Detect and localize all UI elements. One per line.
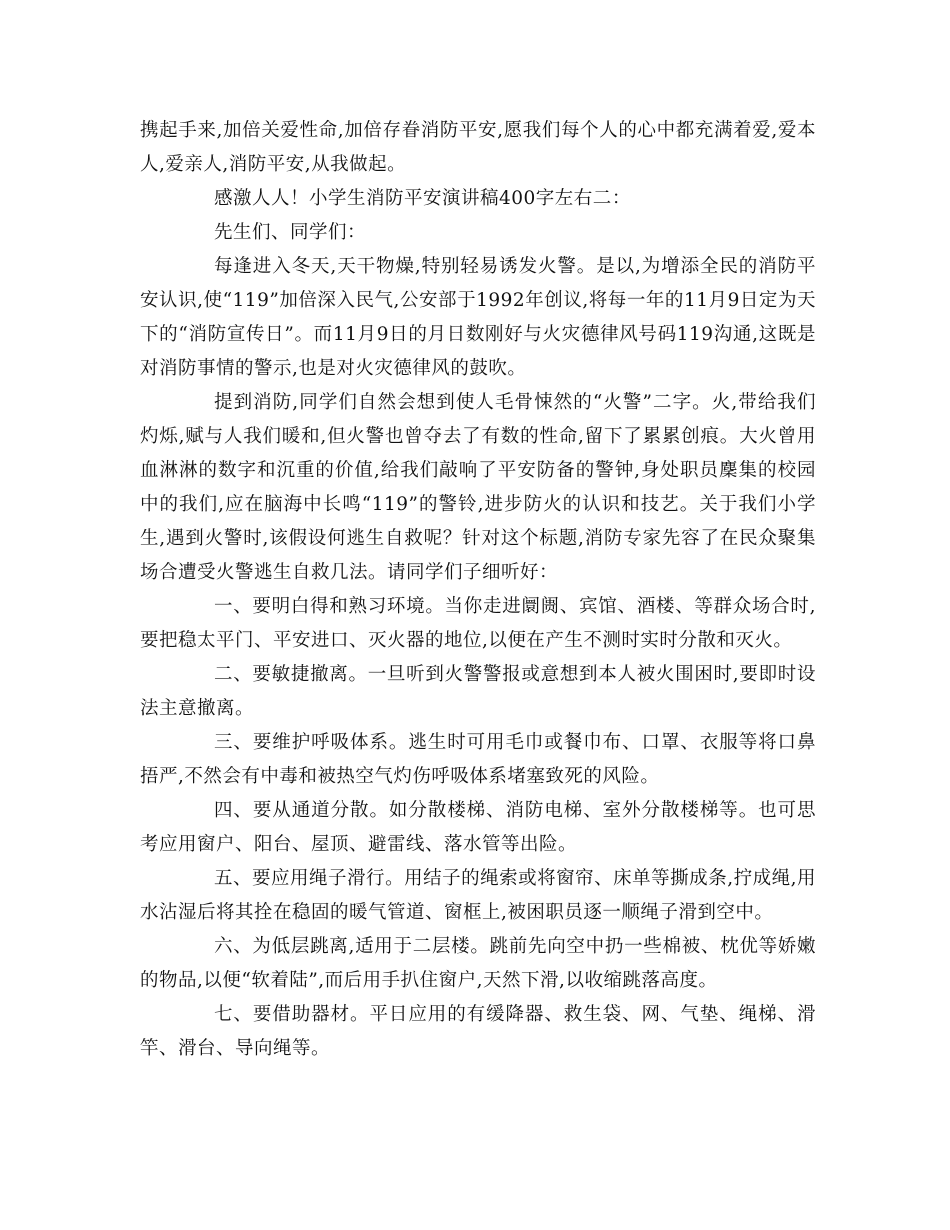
paragraph-tip-6: 六、为低层跳离,适用于二层楼。跳前先向空中扔一些棉被、枕优等娇嫩的物品,以便“软着陆”,而后用手扒住窗户,天然下滑,以收缩跳落高度。 [140, 936, 816, 991]
paragraph-speech-title: 感激人人！小学生消防平安演讲稿400字左右二： [214, 188, 631, 209]
paragraph-tip-7: 七、要借助器材。平日应用的有缓降器、救生袋、网、气垫、绳梯、滑竿、滑台、导向绳等。 [140, 1004, 816, 1059]
paragraph-fire-day: 每逢进入冬天,天干物燥,特别轻易诱发火警。是以,为增添全民的消防平安认识,使“119”加倍深入民气,公安部于1992年创议,将每一年的11月9日定为天下的“消防宣传日”。而11月9日的月日数刚好与火灾德律风号码119沟通,这既是对消防事情的警示,也是对火灾德律风的鼓吹。 [140, 256, 816, 379]
paragraph-tip-4: 四、要从通道分散。如分散楼梯、消防电梯、室外分散楼梯等。也可思考应用窗户、阳台、屋顶、避雷线、落水管等出险。 [140, 800, 816, 855]
paragraph-continuation: 携起手来,加倍关爱性命,加倍存眷消防平安,愿我们每个人的心中都充满着爱,爱本人,爱亲人,消防平安,从我做起。 [140, 120, 816, 175]
document-body [140, 114, 816, 1066]
paragraph-tip-2: 二、要敏捷撤离。一旦听到火警警报或意想到本人被火围困时,要即时设法主意撤离。 [140, 664, 816, 719]
paragraph-tip-5: 五、要应用绳子滑行。用结子的绳索或将窗帘、床单等撕成条,拧成绳,用水沾湿后将其拴在稳固的暖气管道、窗框上,被困职员逐一顺绳子滑到空中。 [140, 868, 816, 923]
paragraph-tip-1: 一、要明白得和熟习环境。当你走进阛阓、宾馆、酒楼、等群众场合时,要把稳太平门、平安进口、灭火器的地位,以便在产生不测时实时分散和灭火。 [140, 596, 816, 651]
paragraph-salutation: 先生们、同学们： [214, 222, 367, 243]
paragraph-tip-3: 三、要维护呼吸体系。逃生时可用毛巾或餐巾布、口罩、衣服等将口鼻捂严,不然会有中毒和被热空气灼伤呼吸体系堵塞致死的风险。 [140, 732, 816, 787]
paragraph-fire-danger: 提到消防,同学们自然会想到使人毛骨悚然的“火警”二字。火,带给我们灼烁,赋与人我们暖和,但火警也曾夺去了有数的性命,留下了累累创痕。大火曾用血淋淋的数字和沉重的价值,给我们敲响了平安防备的警钟,身处职员麇集的校园中的我们,应在脑海中长鸣“119”的警铃,进步防火的认识和技艺。关于我们小学生,遇到火警时,该假设何逃生自救呢？针对这个标题,消防专家先容了在民众聚集场合遭受火警逃生自救几法。请同学们子细听好： [140, 392, 816, 583]
